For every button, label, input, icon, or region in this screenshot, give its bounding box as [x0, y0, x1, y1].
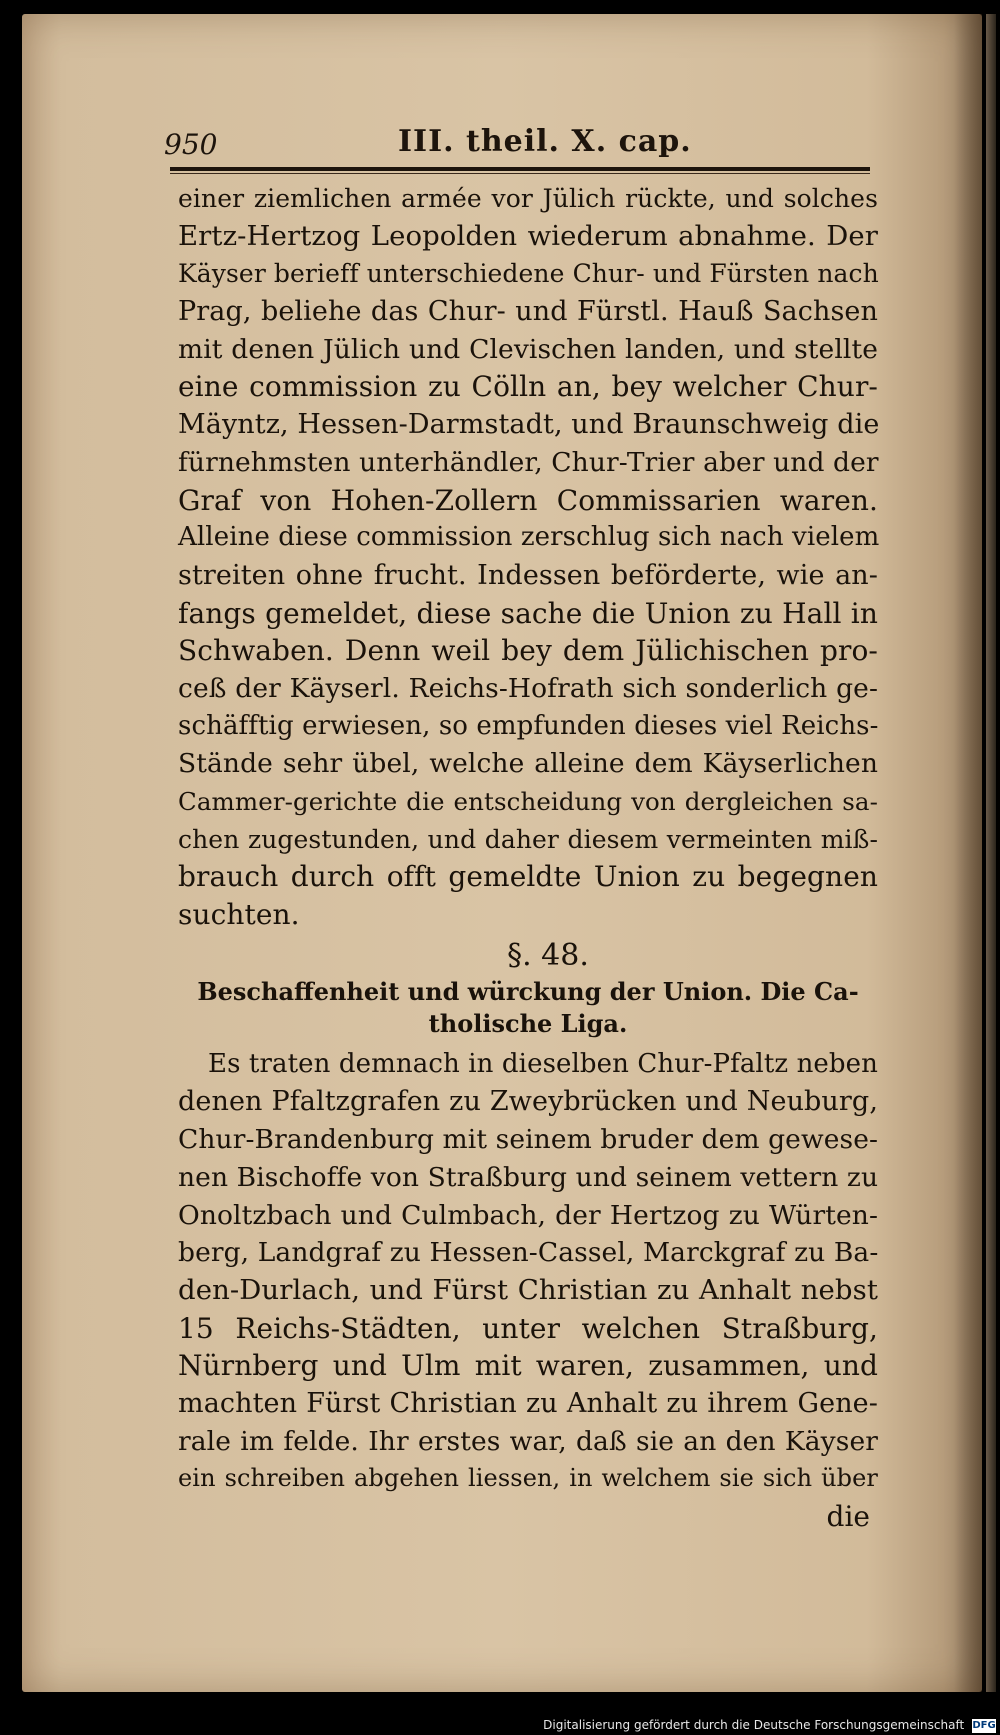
paragraph-before — [178, 180, 878, 934]
text-line: Stände sehr übel, welche alleine dem Käyserlichen — [178, 748, 878, 780]
text-line: 15 Reichs-Städten, unter welchen Straßburg, — [178, 1311, 878, 1345]
text-line: Cammer-gerichte die entscheidung von dergleichen sa- — [178, 787, 878, 816]
text-line: Mäyntz, Hessen-Darmstadt, und Braunschweig die — [178, 409, 880, 441]
header-rule-thin — [170, 173, 870, 174]
funding-notice: Digitalisierung gefördert durch die Deutsche Forschungsgemeinschaft — [543, 1718, 965, 1732]
text-line: eine commission zu Cölln an, bey welcher Chur- — [178, 370, 878, 404]
text-line: fürnehmsten unterhändler, Chur-Trier aber und der — [178, 446, 879, 478]
page-edge — [986, 14, 996, 1692]
text-line: fangs gemeldet, diese sache die Union zu Hall in — [178, 596, 878, 630]
text-line: streiten ohne frucht. Indessen beförderte, wie an- — [178, 559, 878, 591]
text-line: ceß der Käyserl. Reichs-Hofrath sich sonderlich ge- — [178, 672, 878, 704]
text-line: berg, Landgraf zu Hessen-Cassel, Marckgraf zu Ba- — [178, 1237, 879, 1269]
footer-credit — [0, 1716, 996, 1735]
text-line: chen zugestunden, und daher diesem vermeinten miß- — [178, 824, 878, 854]
text-line: suchten. — [178, 898, 300, 932]
paragraph-after — [178, 1046, 878, 1498]
text-line: Graf von Hohen-Zollern Commissarien waren. — [178, 483, 878, 517]
section-title-line: Beschaffenheit und würckung der Union. Die Ca- — [197, 976, 859, 1006]
running-head: III. theil. X. cap. — [398, 124, 692, 159]
section-title-line: tholische Liga. — [428, 1008, 628, 1038]
text-line: Schwaben. Denn weil bey dem Jülichischen pro- — [178, 634, 878, 668]
text-line: einer ziemlichen armée vor Jülich rückte, und solches — [178, 184, 878, 213]
text-line: schäfftig erwiesen, so empfunden dieses viel Reichs- — [178, 710, 879, 741]
text-line: denen Pfaltzgrafen zu Zweybrücken und Neuburg, — [178, 1086, 878, 1118]
page-header — [148, 118, 868, 166]
page-body — [178, 180, 878, 1536]
header-rule — [170, 167, 870, 171]
section-number: §. 48. — [507, 937, 589, 973]
text-line: Nürnberg und Ulm mit waren, zusammen, und — [178, 1349, 878, 1383]
text-line: brauch durch offt gemeldte Union zu begegnen — [178, 860, 878, 894]
text-line: Chur-Brandenburg mit seinem bruder dem gewese- — [178, 1124, 879, 1156]
text-line: Ertz-Hertzog Leopolden wiederum abnahme. Der — [178, 219, 878, 252]
dfg-logo: DFG — [972, 1719, 996, 1731]
text-line: rale im felde. Ihr erstes war, daß sie an den Käyser — [178, 1425, 878, 1457]
spine-shadow — [954, 14, 982, 1692]
text-line: Prag, beliehe das Chur- und Fürstl. Hauß Sachsen — [178, 296, 878, 328]
catchword: die — [826, 1500, 870, 1533]
page-number: 950 — [164, 128, 218, 161]
text-line: ein schreiben abgehen liessen, in welchem sie sich über — [178, 1464, 878, 1493]
text-line: machten Fürst Christian zu Anhalt zu ihrem Gene- — [178, 1387, 878, 1419]
text-line: Alleine diese commission zerschlug sich nach vielem — [178, 522, 880, 553]
text-line: den-Durlach, und Fürst Christian zu Anhalt nebst — [178, 1273, 878, 1306]
text-line: nen Bischoffe von Straßburg und seinem vettern zu — [178, 1161, 879, 1193]
text-line: Käyser berieff unterschiedene Chur- und Fürsten nach — [178, 259, 879, 289]
text-line: Onoltzbach und Culmbach, der Hertzog zu Würten- — [178, 1199, 878, 1231]
text-line: Es traten demnach in dieselben Chur-Pfaltz neben — [208, 1048, 878, 1079]
text-line: mit denen Jülich und Clevischen landen, und stellte — [178, 333, 878, 365]
